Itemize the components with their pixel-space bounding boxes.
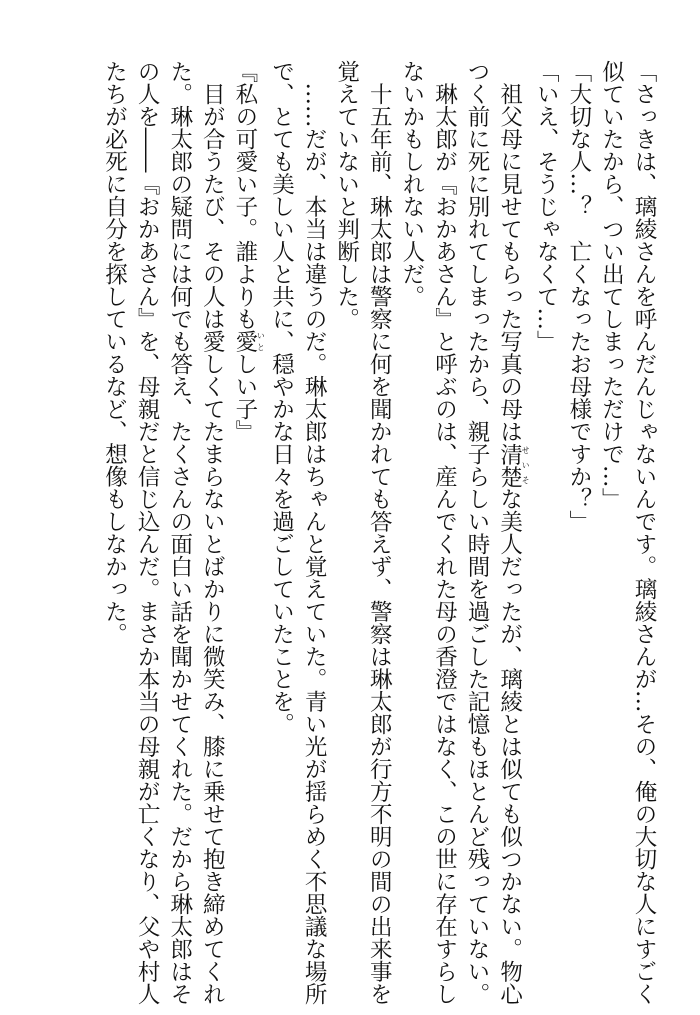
text-segment: 似ていたから、つい出てしまっただけで…」	[598, 60, 625, 510]
ruby-base: 清楚	[496, 442, 523, 488]
text-segment: ……だが、本当は違うのだ。琳太郎はちゃんと覚えていた。青い光が揺らめく不思議な場所	[301, 60, 328, 1005]
text-line	[228, 60, 265, 960]
text-line	[265, 60, 298, 960]
text-line	[627, 60, 660, 1005]
text-segment: つく前に死に別れてしまったから、親子らしい時間を過ごした記憶もほとんど残っていない。	[464, 60, 491, 1005]
text-segment: 祖父母に見せてもらった写真の母は	[496, 60, 523, 443]
text-segment: で、とても美しい人と共に、穏やかな日々を過ごしていたことを。	[268, 60, 295, 735]
text-line	[363, 60, 396, 1005]
ruby-annotation	[496, 442, 531, 488]
text-segment: 目が合うたび、その人は愛しくてたまらないとばかりに微笑み、膝に乗せて抱き締めてくれ	[199, 60, 226, 1005]
text-segment: た。琳太郎の疑問には何でも答え、たくさんの面白い話を聞かせてくれた。だから琳太郎はそ	[166, 60, 193, 1005]
text-segment: の人を――『おかあさん』を、母親だと信じ込んだ。まさか本当の母親が亡くなり、父や村人	[134, 60, 161, 1005]
text-line	[297, 60, 330, 1005]
text-segment: な美人だったが、璃綾とは似ても似つかない。物心	[496, 487, 523, 1005]
text-segment: 十五年前、琳太郎は警察に何を聞かれても答えず、警察は琳太郎が行方不明の間の出来事を	[366, 60, 393, 1005]
text-line	[428, 60, 461, 1005]
ruby-annotation	[231, 330, 266, 353]
text-segment: しい子』	[231, 352, 258, 443]
text-segment: 「いえ、そうじゃなくて…」	[533, 60, 560, 353]
text-line	[460, 60, 493, 1005]
ruby-reading: いと	[256, 330, 266, 353]
text-line	[562, 60, 595, 960]
text-segment: 覚えていないと判断した。	[333, 60, 360, 330]
text-line	[330, 60, 363, 960]
text-line	[530, 60, 563, 960]
text-segment: たちが必死に自分を探しているなど、想像もしなかった。	[101, 60, 128, 645]
text-line	[196, 60, 229, 1005]
ruby-reading: せいそ	[521, 442, 531, 488]
text-segment: 「大切な人…？ 亡くなったお母様ですか？」	[565, 60, 592, 533]
text-segment: ないかもしれない人だ。	[398, 60, 425, 308]
text-line	[395, 60, 428, 960]
text-line	[131, 60, 164, 1005]
ruby-base: 愛	[231, 330, 258, 353]
text-line	[595, 60, 628, 960]
text-segment: 「さっきは、璃綾さんを呼んだんじゃないんです。璃綾さんが…その、俺の大切な人にすごく	[631, 60, 657, 1005]
text-line	[163, 60, 196, 1005]
vertical-text-body	[98, 60, 660, 1005]
text-line	[493, 60, 531, 1005]
text-segment: 『私の可愛い子。誰よりも	[231, 60, 258, 330]
text-segment: 琳太郎が『おかあさん』と呼ぶのは、産んでくれた母の香澄ではなく、この世に存在すらし	[431, 60, 458, 1005]
text-line	[98, 60, 131, 960]
